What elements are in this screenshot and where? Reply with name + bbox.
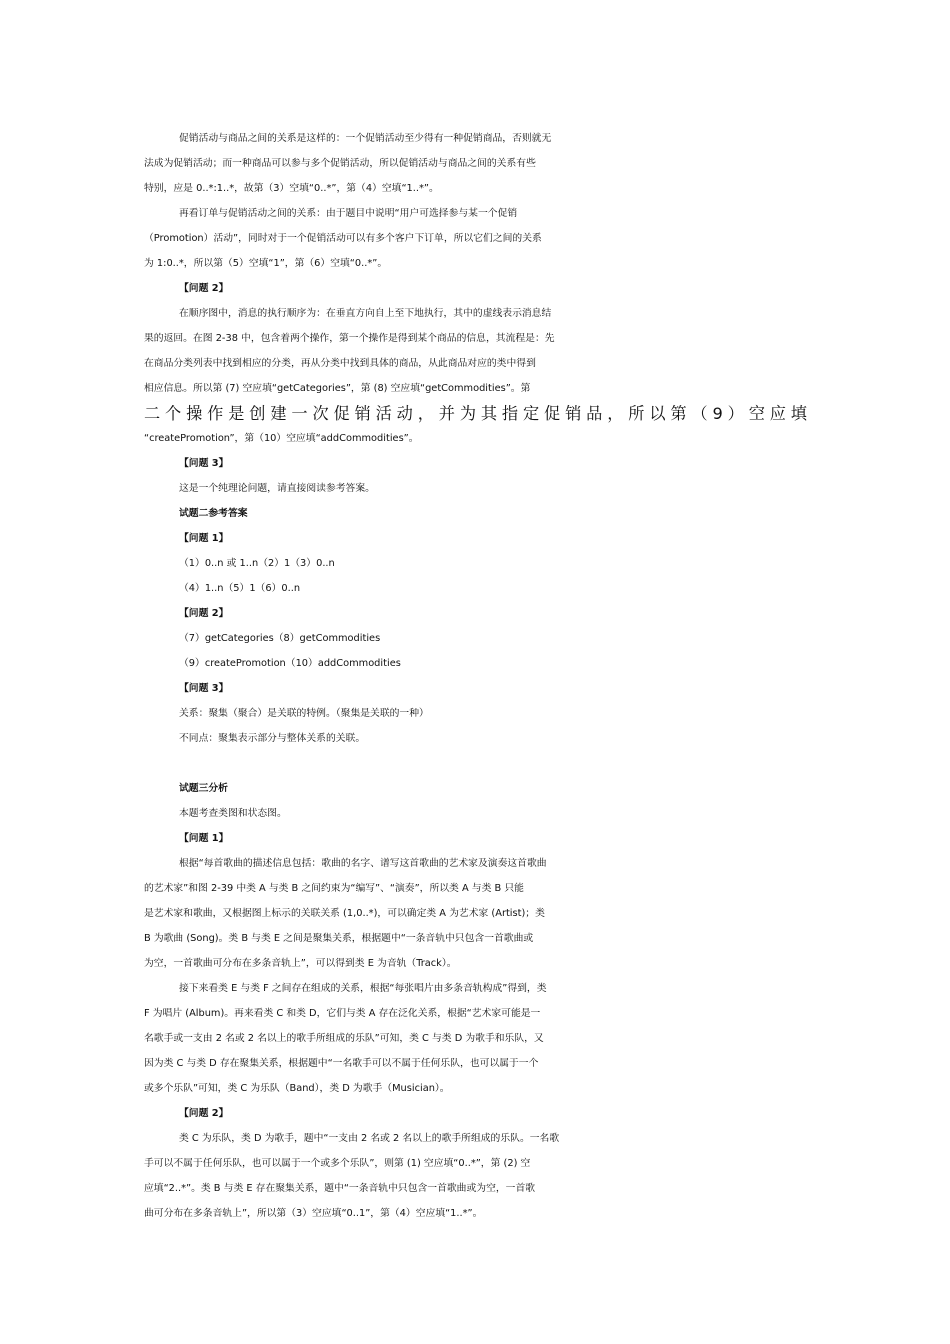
paragraph-line: 是艺术家和歌曲，又根据图上标示的关联关系 (1,0..*)，可以确定类 A 为艺术家 (Artist)；类 — [144, 908, 545, 919]
section-heading: 【问题 1】 — [179, 833, 229, 844]
paragraph-line: 接下来看类 E 与类 F 之间存在组成的关系，根据“每张唱片由多条音轨构成”得到，类 — [179, 983, 547, 994]
paragraph-line: 本题考查类图和状态图。 — [179, 808, 287, 819]
paragraph-line: 二个操作是创建一次促销活动，并为其指定促销品，所以第（9）空应填 — [144, 404, 807, 423]
section-heading: 【问题 2】 — [179, 1108, 229, 1119]
paragraph-line: 在顺序图中，消息的执行顺序为：在垂直方向自上至下地执行，其中的虚线表示消息结 — [179, 308, 552, 319]
section-heading: 试题三分析 — [179, 783, 228, 794]
answer-line: （9）createPromotion（10）addCommodities — [179, 658, 401, 669]
paragraph-line: 为 1:0..*，所以第（5）空填“1”，第（6）空填“0..*”。 — [144, 258, 388, 269]
paragraph-line: 在商品分类列表中找到相应的分类，再从分类中找到具体的商品，从此商品对应的类中得到 — [144, 358, 536, 369]
answer-line: （4）1..n（5）1（6）0..n — [179, 583, 301, 594]
paragraph-line: “createPromotion”，第（10）空应填“addCommodities”。 — [144, 433, 419, 444]
answer-line: 关系：聚集（聚合）是关联的特例。（聚集是关联的一种） — [179, 708, 429, 719]
paragraph-line: 因为类 C 与类 D 存在聚集关系，根据题中“一名歌手可以不属于任何乐队，也可以属于一个 — [144, 1058, 539, 1069]
paragraph-line: 果的返回。在图 2-38 中，包含着两个操作，第一个操作是得到某个商品的信息，其流程是：先 — [144, 333, 555, 344]
paragraph-line: 应填“2..*”。类 B 与类 E 存在聚集关系，题中“一条音轨中只包含一首歌曲或为空，一首歌 — [144, 1183, 536, 1194]
answer-line: （7）getCategories（8）getCommodities — [179, 633, 381, 644]
section-heading: 【问题 2】 — [179, 608, 229, 619]
answer-line: （1）0..n 或 1..n（2）1（3）0..n — [179, 558, 335, 569]
section-heading: 【问题 3】 — [179, 683, 229, 694]
paragraph-line: 的艺术家”和图 2-39 中类 A 与类 B 之间约束为“编写”、“演奏”，所以类 A 与类 B 只能 — [144, 883, 524, 894]
section-heading: 试题二参考答案 — [179, 508, 248, 519]
paragraph-line: （Promotion）活动”，同时对于一个促销活动可以有多个客户下订单，所以它们之间的关系 — [144, 233, 542, 244]
paragraph-line: 曲可分布在多条音轨上”，所以第（3）空应填“0..1”，第（4）空应填“1..*”。 — [144, 1208, 483, 1219]
paragraph-line: 再看订单与促销活动之间的关系：由于题目中说明“用户可选择参与某一个促销 — [179, 208, 518, 219]
document-page — [0, 126, 950, 1226]
section-heading: 【问题 3】 — [179, 458, 229, 469]
section-heading: 【问题 2】 — [179, 283, 229, 294]
paragraph-line: 名歌手或一支由 2 名或 2 名以上的歌手所组成的乐队”可知，类 C 与类 D 为歌手和乐队，又 — [144, 1033, 544, 1044]
paragraph-line: 或多个乐队”可知，类 C 为乐队（Band），类 D 为歌手（Musician）。 — [144, 1083, 450, 1094]
paragraph-line: 这是一个纯理论问题，请直接阅读参考答案。 — [179, 483, 375, 494]
answer-line: 不同点：聚集表示部分与整体关系的关联。 — [179, 733, 366, 744]
paragraph-line: 根据“每首歌曲的描述信息包括：歌曲的名字、谱写这首歌曲的艺术家及演奏这首歌曲 — [179, 858, 547, 869]
paragraph-line: 促销活动与商品之间的关系是这样的：一个促销活动至少得有一种促销商品，否则就无 — [179, 133, 552, 144]
paragraph-line: 法成为促销活动；而一种商品可以参与多个促销活动，所以促销活动与商品之间的关系有些 — [144, 158, 536, 169]
paragraph-line: F 为唱片 (Album)。再来看类 C 和类 D，它们与类 A 存在泛化关系，根据“艺术家可能是一 — [144, 1008, 541, 1019]
paragraph-line: 特别，应是 0..*:1..*，故第（3）空填“0..*”，第（4）空填“1..*”。 — [144, 183, 439, 194]
paragraph-line: 手可以不属于任何乐队，也可以属于一个或多个乐队”，则第 (1) 空应填“0..*”，第 (2) 空 — [144, 1158, 531, 1169]
paragraph-line: 相应信息。所以第 (7) 空应填“getCategories”，第 (8) 空应填“getCommodities”。第 — [144, 383, 531, 394]
paragraph-line: 为空，一首歌曲可分布在多条音轨上”，可以得到类 E 为音轨（Track）。 — [144, 958, 457, 969]
blank-gap — [0, 751, 950, 776]
paragraph-line: 类 C 为乐队，类 D 为歌手，题中“一支由 2 名或 2 名以上的歌手所组成的乐队。一名歌 — [179, 1133, 560, 1144]
paragraph-line: B 为歌曲 (Song)。类 B 与类 E 之间是聚集关系，根据题中“一条音轨中只包含一首歌曲或 — [144, 933, 534, 944]
section-heading: 【问题 1】 — [179, 533, 229, 544]
